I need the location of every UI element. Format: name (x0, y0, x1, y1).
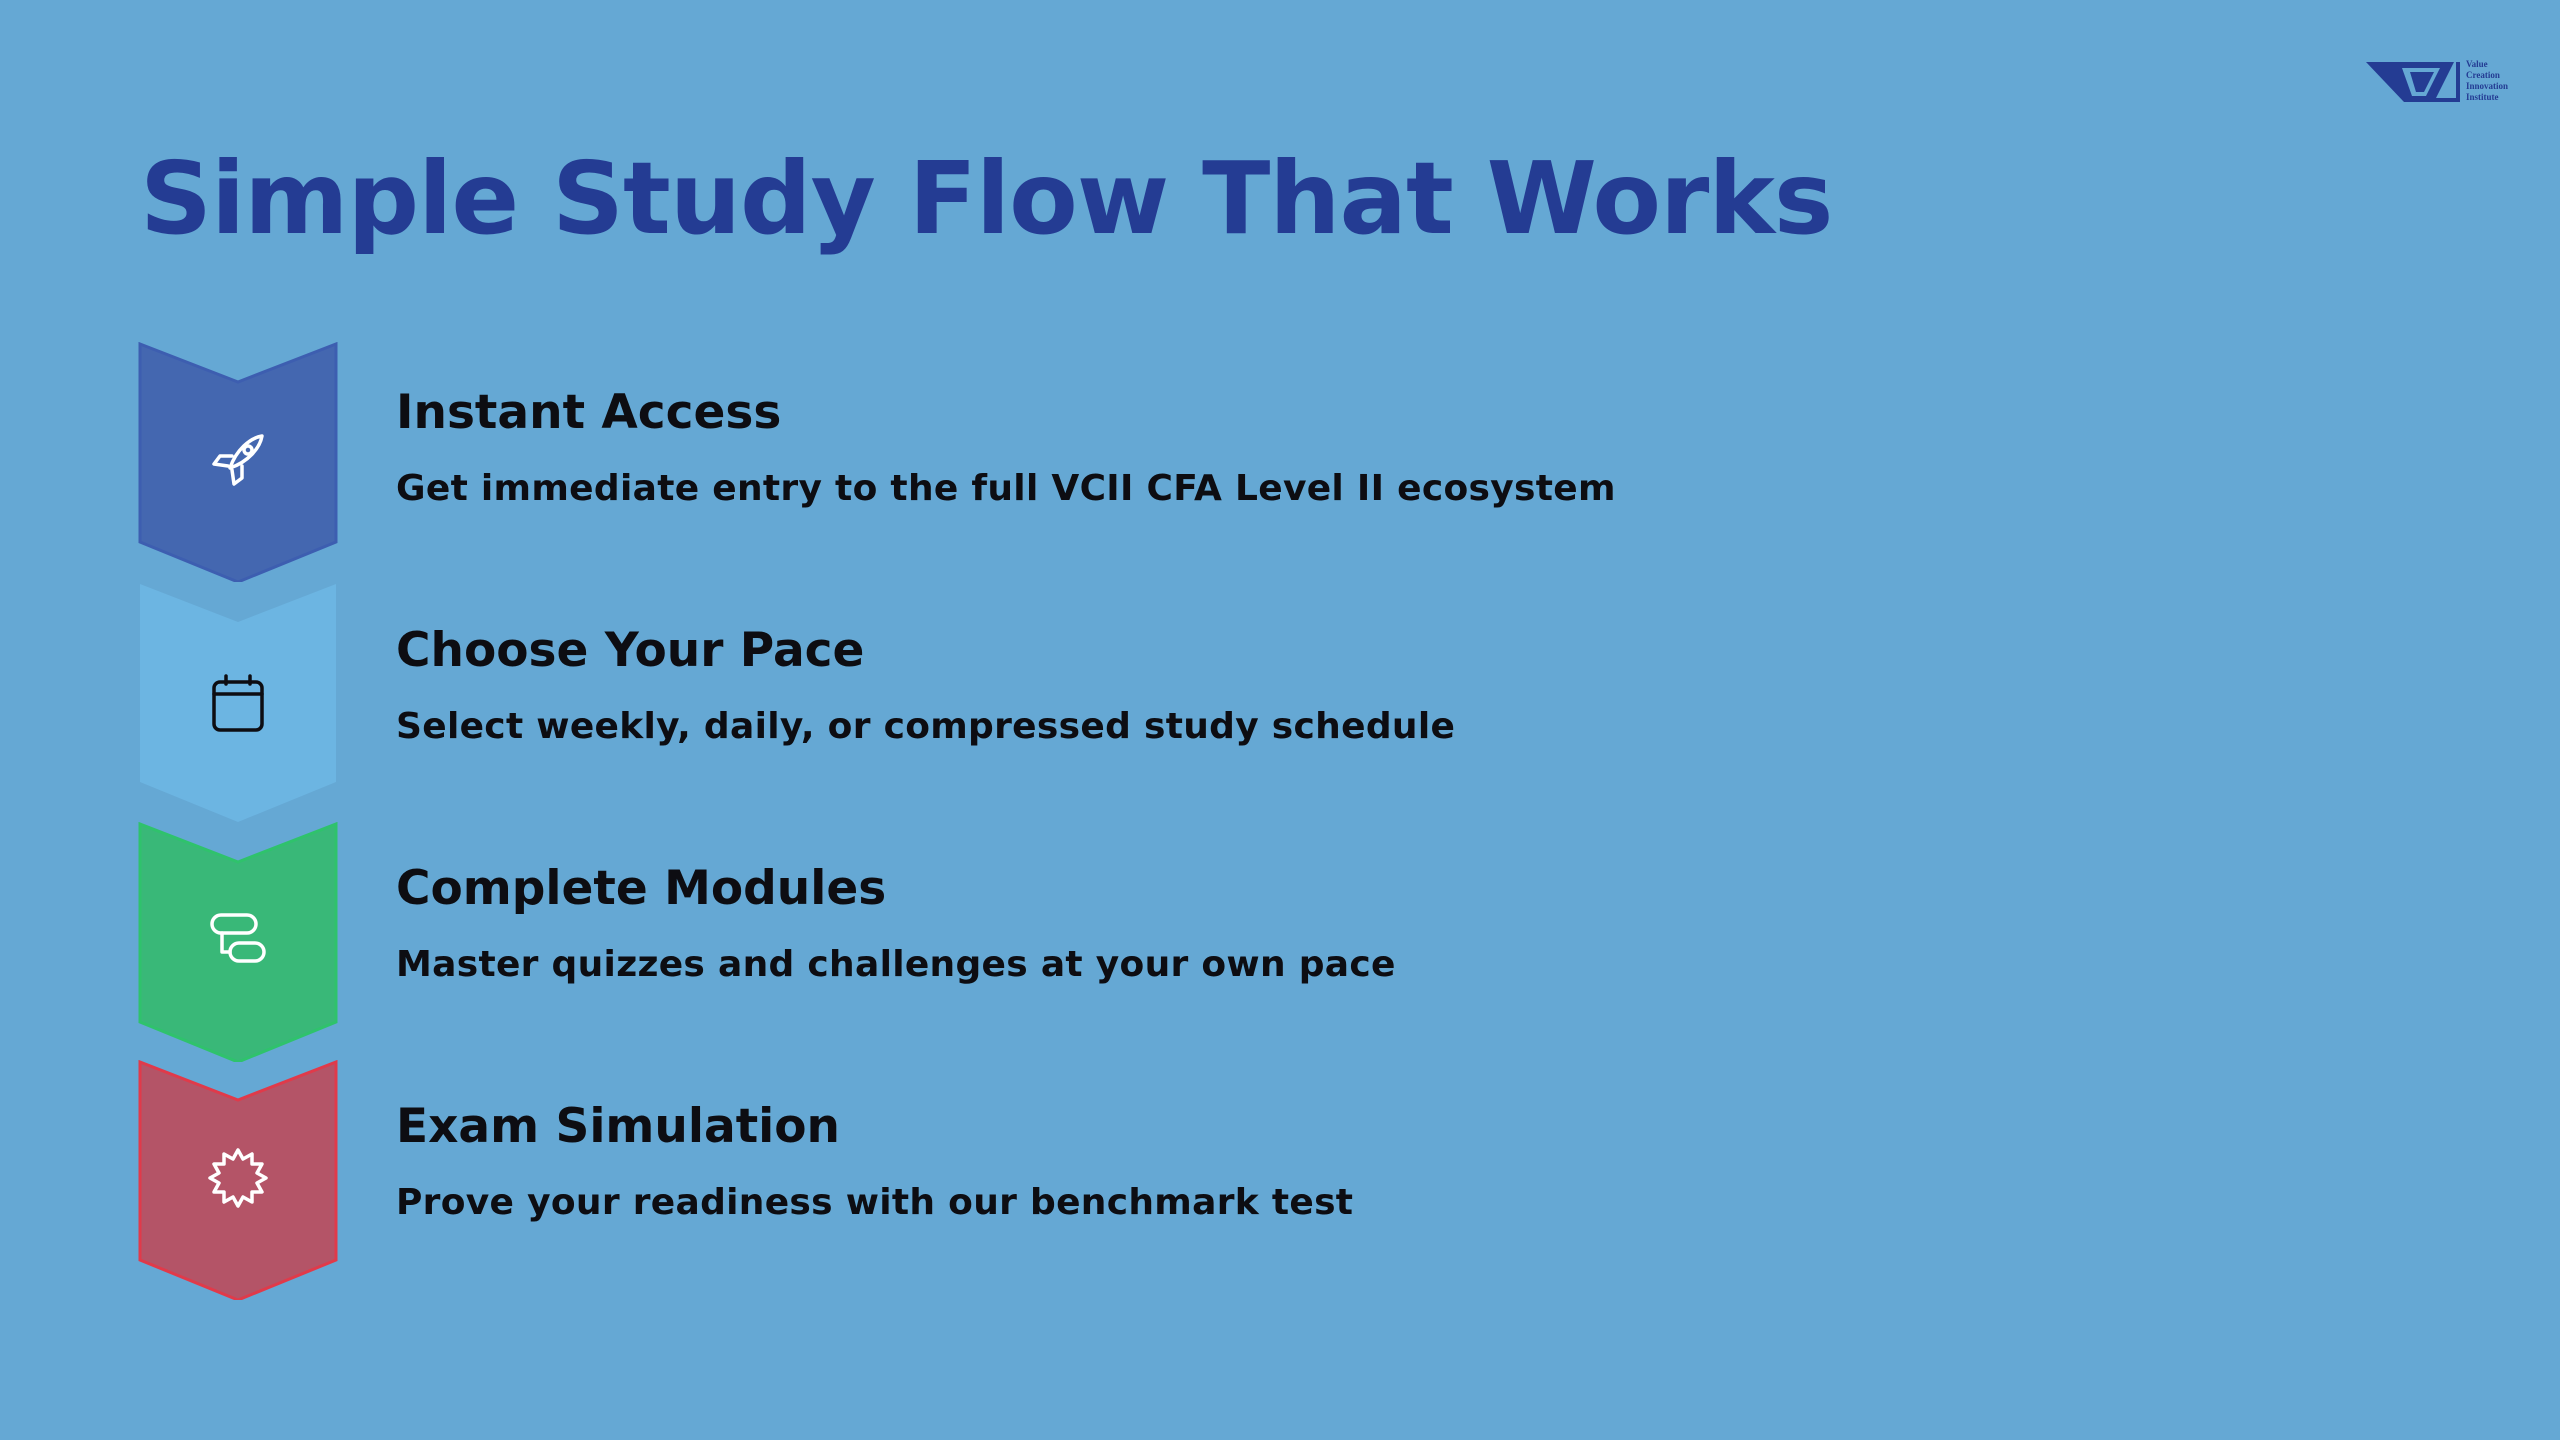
logo-line: Institute (2466, 92, 2499, 102)
logo-wordmark (2466, 59, 2536, 103)
calendar-icon (206, 672, 270, 736)
rocket-icon (206, 428, 270, 492)
step-description: Master quizzes and challenges at your own pace (396, 944, 1396, 985)
modules-icon (206, 907, 270, 971)
step-heading: Exam Simulation (396, 1099, 841, 1154)
badge-icon (206, 1146, 270, 1210)
logo-line: Creation (2466, 70, 2500, 80)
logo-line: Value (2466, 59, 2488, 69)
logo-line: Innovation (2466, 81, 2509, 91)
step-heading: Complete Modules (396, 861, 887, 916)
step-description: Prove your readiness with our benchmark test (396, 1182, 1354, 1223)
step-description: Select weekly, daily, or compressed study schedule (396, 706, 1456, 747)
step-heading: Choose Your Pace (396, 623, 865, 678)
step-description: Get immediate entry to the full VCII CFA Level II ecosystem (396, 468, 1616, 509)
step-heading: Instant Access (396, 385, 782, 440)
slide-title: Simple Study Flow That Works (140, 140, 1833, 257)
